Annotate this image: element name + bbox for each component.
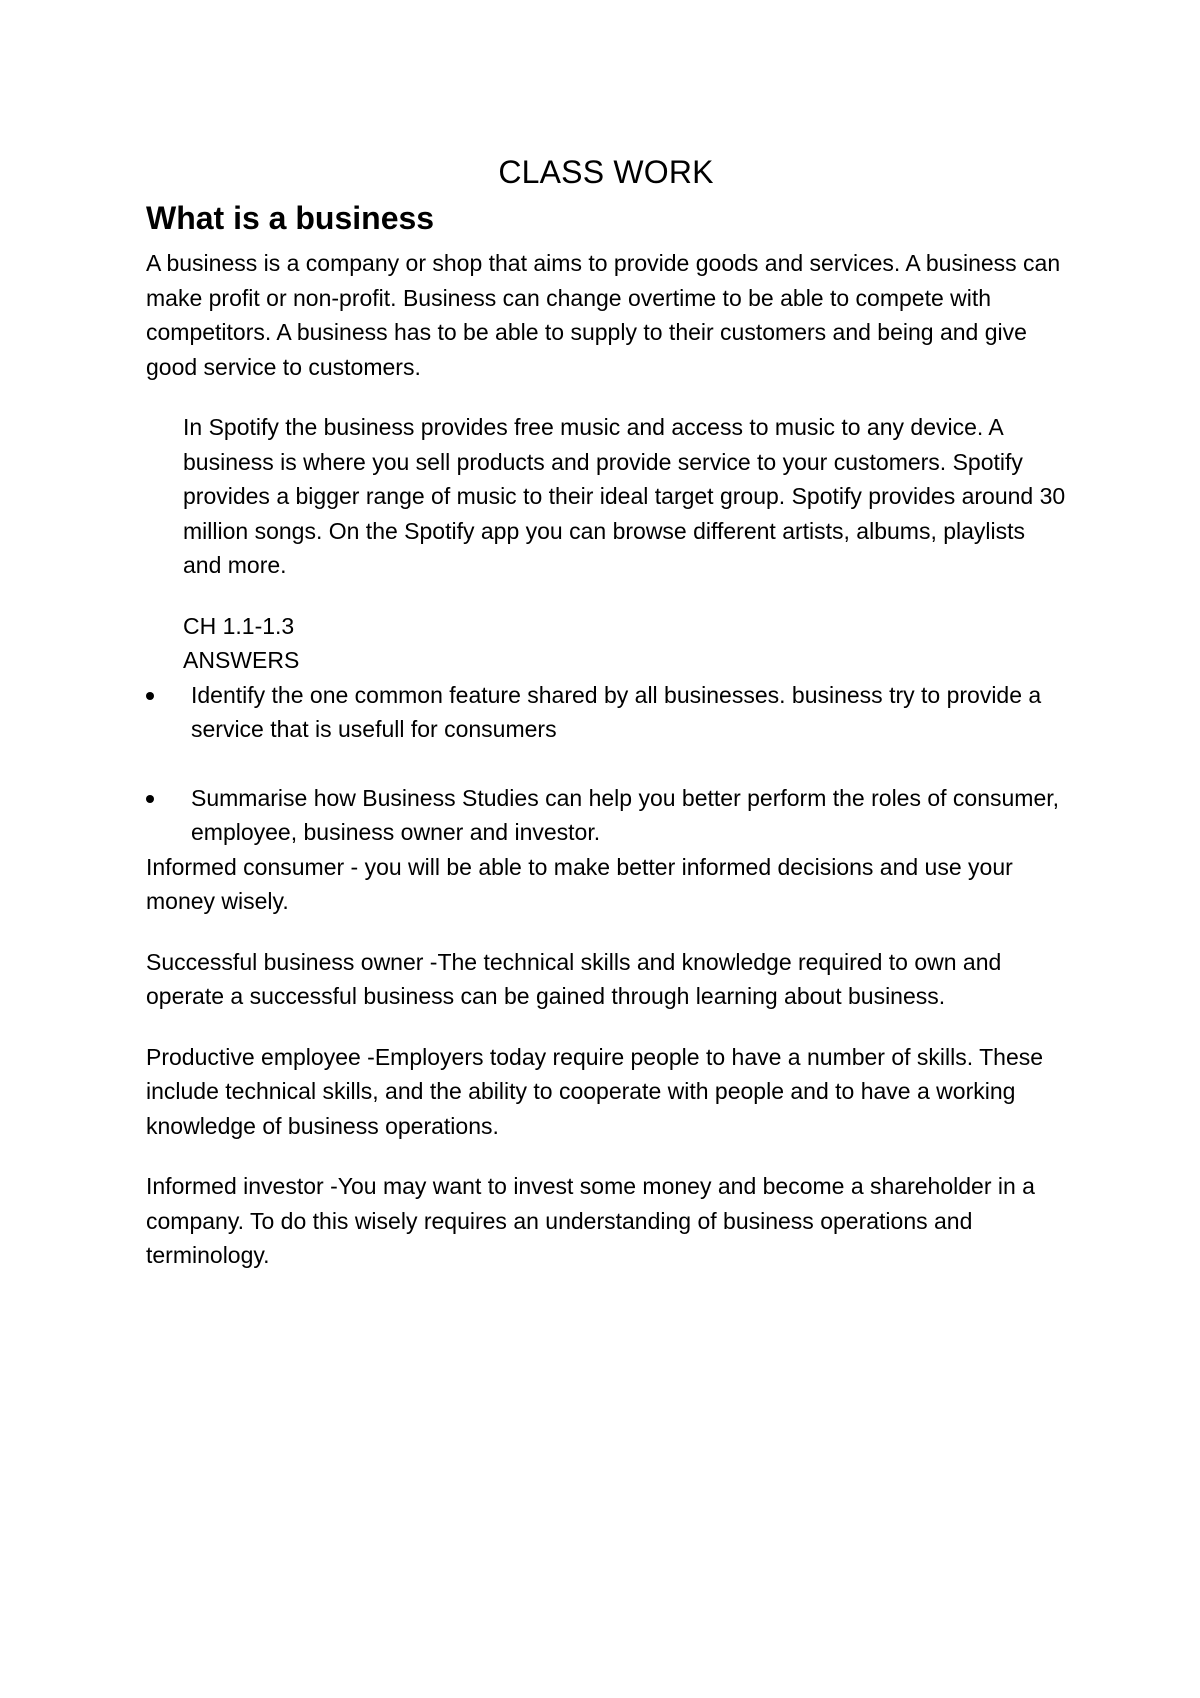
role-paragraph-consumer: Informed consumer - you will be able to make better informed decisions and use your money wisely. xyxy=(146,853,1013,914)
spacer xyxy=(146,919,1066,945)
spacer xyxy=(146,1143,1066,1169)
bullet-text: Identify the one common feature shared by all businesses. business try to provide a service that is usefull for consumers xyxy=(191,681,1042,742)
bullet-icon xyxy=(146,692,154,700)
spacer xyxy=(146,583,1066,609)
spacer xyxy=(146,1014,1066,1040)
role-paragraph-owner: Successful business owner -The technical skills and knowledge required to own and operate a successful business can be gained through learning about business. xyxy=(146,948,1002,1009)
document-title: CLASS WORK xyxy=(498,154,714,190)
section-heading: What is a business xyxy=(146,200,435,236)
bullet-item xyxy=(146,781,1066,850)
bullet-item xyxy=(146,678,1066,747)
answers-label: ANSWERS xyxy=(183,647,300,673)
bullet-text: Summarise how Business Studies can help you better perform the roles of consumer, employee, business owner and investor. xyxy=(191,784,1060,845)
role-paragraph-employee: Productive employee -Employers today require people to have a number of skills. These include technical skills, and the ability to cooperate with people and to have a working knowledge of business operations. xyxy=(146,1043,1044,1139)
document-body xyxy=(146,150,1066,1273)
chapter-label: CH 1.1-1.3 xyxy=(183,612,295,639)
role-paragraph-investor: Informed investor -You may want to invest some money and become a shareholder in a company. To do this wisely requires an understanding of business operations and terminology. xyxy=(146,1173,1035,1268)
spotify-paragraph: In Spotify the business provides free music and access to music to any device. A business is where you sell products and provide service to your customers. Spotify provides a bigger range of music to their ideal target group. Spotify provides around 30 million songs. On the Spotify app you can browse different artists, albums, playlists and more. xyxy=(183,414,1066,578)
spacer xyxy=(146,384,1066,410)
spacer xyxy=(146,747,1066,781)
bullet-icon xyxy=(146,795,154,803)
intro-paragraph: A business is a company or shop that aims to provide goods and services. A business can make profit or non-profit. Business can change overtime to be able to compete with competitors. A business has to be able to supply to their customers and being and give good service to customers. xyxy=(146,250,1061,380)
